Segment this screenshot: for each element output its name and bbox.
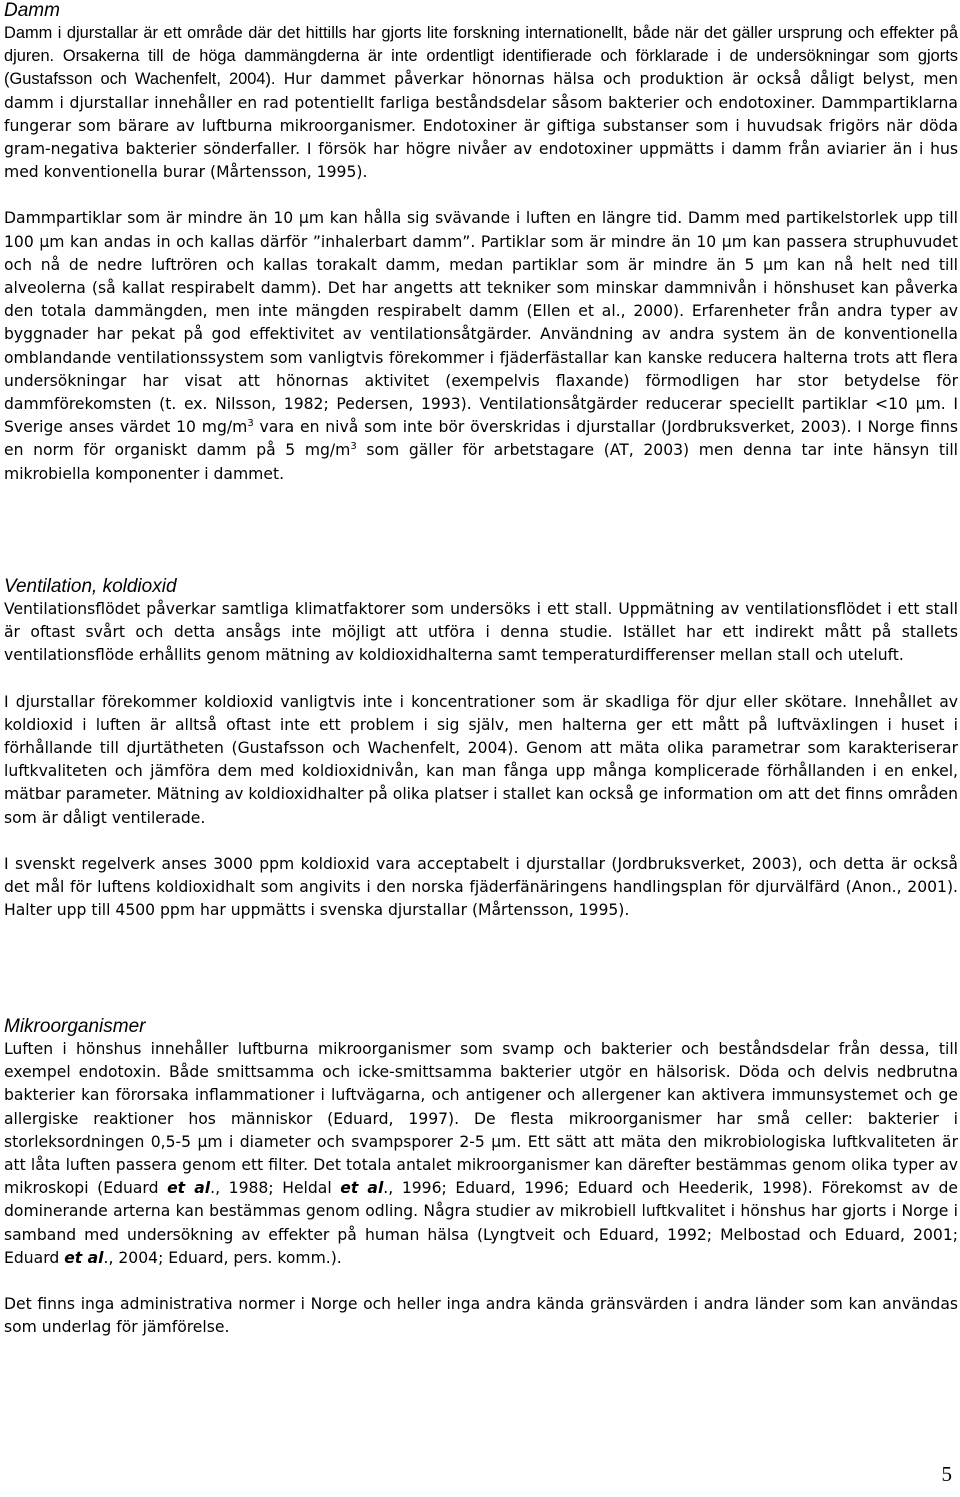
paragraph-ventilation-2: I djurstallar förekommer koldioxid vanligtvis inte i koncentrationer som är skadliga för djur eller skötare. Innehållet av koldioxid i luften är alltså oftast inte ett problem i sig själv, men halterna ger ett mått på luftväxlingen i huset i förhållande till djurtätheten (Gustafsson och Wachenfelt, 2004). Genom att mäta olika parametrar som karakteriserar luftkvaliteten och jämföra dem med koldioxidnivån, kan man fånga upp många komplicerade förhållanden i en enkel, mätbar parameter. Mätning av koldioxidhalter på olika platser i stallet kan också ge information om att det finns områden som är dåligt ventilerade. [4, 692, 958, 827]
paragraph-mikro-1-part-a: Luften i hönshus innehåller luftburna mikroorganismer som svamp och bakterier och beståndsdelar från dessa, till exempel endotoxin. Både smittsamma och icke-smittsamma bakterier utgör en hälsorisk. Döda och delvis nedbrutna bakterier kan förorsaka inflammationer i luftvägarna, och antigener och allergener kan aktivera immunsystemet och ge allergiske reaktioner hos människor (Eduard, 1997). De flesta mikroorganismer har små celler: bakterier i storleksordningen 0,5-5 µm i diameter och svampsporer 2-5 µm. Ett sätt att mäta den mikrobiologiska luftkvaliteten är att låta luften passera genom ett filter. Det totala antalet mikroorganismer kan därefter bestämmas genom olika typer av mikroskopi (Eduard [4, 1040, 958, 1198]
et-al-2: et al [340, 1179, 384, 1198]
superscript-cubed-2: 3 [350, 441, 357, 453]
paragraph-mikro-1-part-b: ., 1988; Heldal [210, 1179, 341, 1198]
paragraph-mikro-1-part-d: ., 2004; Eduard, pers. komm.). [103, 1248, 342, 1267]
page-number: 5 [941, 1462, 952, 1486]
paragraph-mikro-2: Det finns inga administrativa normer i Norge och heller inga andra kända gränsvärden i andra länder som kan användas som underlag för jämförelse. [4, 1295, 958, 1337]
paragraph-damm-2 [4, 207, 958, 485]
superscript-cubed-1: 3 [247, 418, 254, 430]
section-damm [4, 0, 958, 509]
paragraph-damm-1-part-b: Hur dammet påverkar hönornas hälsa och produktion är också dåligt belyst, men damm i djurstallar innehåller en rad potentiellt farliga beståndsdelar såsom bakterier och endotoxiner. Dammpartiklarna fungerar som bärare av luftburna mikroorganismer. Endotoxiner är giftiga substanser som i huvudsak frigörs när döda gram-negativa bakterier sönderfaller. I försök har högre nivåer av endotoxiner uppmätts i damm från aviarier än i hus med konventionella burar (Mårtensson, 1995). [4, 70, 959, 182]
et-al-3: et al [64, 1248, 104, 1267]
heading-ventilation: Ventilation, koldioxid [4, 576, 177, 597]
paragraph-damm-2-part-a: Dammpartiklar som är mindre än 10 µm kan hålla sig svävande i luften en längre tid. Damm med partikelstorlek upp till 100 µm kan andas in och kallas därför ”inhalerbart damm”. Partiklar som är mindre än 10 µm kan passera struphuvudet och nå de nedre luftrören och kallas torakalt damm, medan partiklar som är mindre än 5 µm kan nå helt ned till alveolerna (så kallat respirabelt damm). Det har angetts att tekniker som minskar dammnivån i hönshuset kan påverka den totala dammängden, men inte mängden respirabelt damm (Ellen et al., 2000). Erfarenheter från andra typer av byggnader har pekat på god effektivitet av ventilationsåtgärder. Användning av andra system än de konventionella omblandande ventilationssystem som vanligtvis förekommer i fjäderfästallar kan kanske reducera halterna trots att flera undersökningar har visat att hönornas aktivitet (exempelvis flaxande) förmodligen har stor betydelse för dammförekomsten (t. ex. Nilsson, 1982; Pedersen, 1993). Ventilationsåtgärder reducerar speciellt partiklar <10 µm. I Sverige anses värdet 10 mg/m [4, 209, 958, 437]
et-al-1: et al [167, 1179, 211, 1198]
section-mikroorganismer [4, 1016, 958, 1362]
paragraph-mikro-1 [4, 1038, 958, 1270]
paragraph-damm-2-part-c: som gäller för arbetstagare (AT, 2003) men denna tar inte hänsyn till mikrobiella komponenter i dammet. [4, 441, 958, 483]
heading-mikroorganismer: Mikroorganismer [4, 1016, 146, 1037]
paragraph-ventilation-1: Ventilationsflödet påverkar samtliga klimatfaktorer som undersöks i ett stall. Uppmätning av ventilationsflödet i ett stall är oftast svårt och detta ansågs inte möjligt att utföra i denna studie. Istället har ett indirekt mått på stallets ventilationsflöde erhållits genom mätning av koldioxidhalterna samt temperaturdifferenser mellan stall och uteluft. [4, 600, 958, 665]
paragraph-mikro-1-part-c: ., 1996; Eduard, 1996; Eduard och Heederik, 1998). Förekomst av de dominerande arterna kan bestämmas genom odling. Några studier av mikrobiell luftkvalitet i hönshus har gjorts i Norge i samband med undersökning av effekter på human hälsa (Lyngtveit och Eduard, 1992; Melbostad och Eduard, 2001; Eduard [4, 1179, 958, 1267]
section-ventilation [4, 576, 958, 945]
paragraph-ventilation-3: I svenskt regelverk anses 3000 ppm koldioxid vara acceptabelt i djurstallar (Jordbruksverket, 2003), och detta är också det mål för luftens koldioxidhalt som angivits i den norska fjäderfänäringens handlingsplan för djurvälfärd (Anon., 2001). Halter upp till 4500 ppm har uppmätts i svenska djurstallar (Mårtensson, 1995). [4, 854, 958, 920]
heading-damm: Damm [4, 0, 60, 21]
paragraph-damm-2-part-b: vara en nivå som inte bör överskridas i djurstallar (Jordbruksverket, 2003). I Norge finns en norm för organiskt damm på 5 mg/m [4, 418, 959, 460]
paragraph-damm-1 [4, 22, 958, 184]
paragraph-damm-1-part-a: Damm i djurstallar är ett område där det hittills har gjorts lite forskning internationellt, både när det gäller ursprung och effekter på djuren. Orsakerna till de höga dammängderna är inte ordentligt identifierade och förklarade i de undersökningar som gjorts (Gustafsson och Wachenfelt, 2004). [4, 24, 958, 89]
